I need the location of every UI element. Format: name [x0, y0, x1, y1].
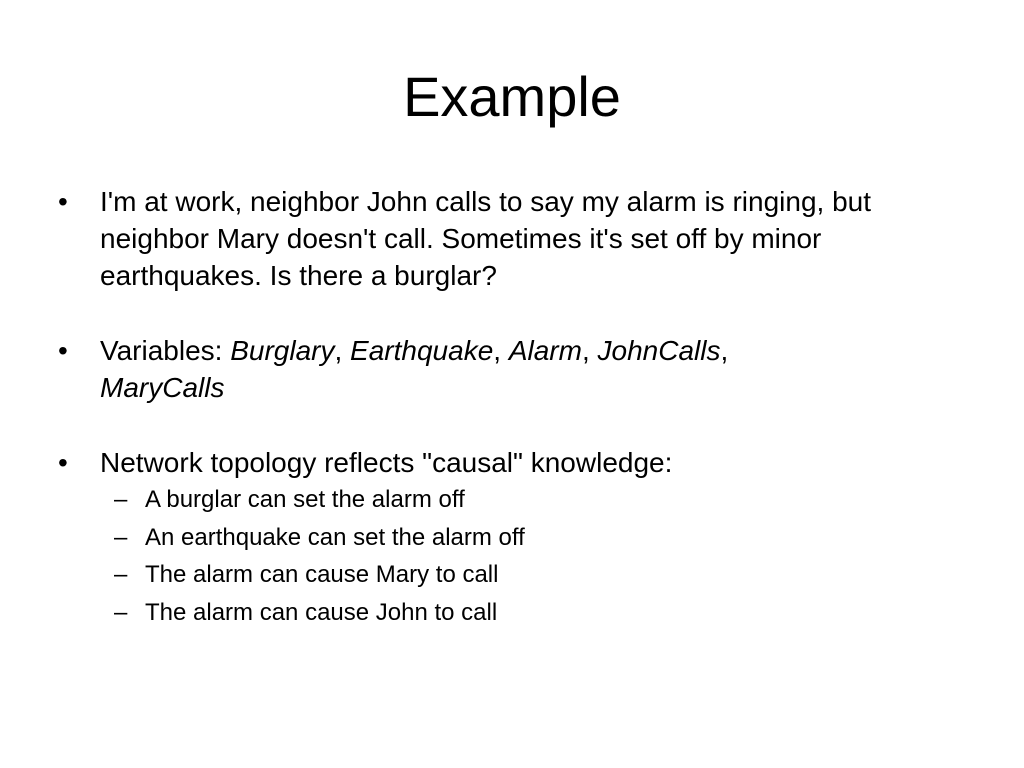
variable-separator: , — [493, 335, 509, 366]
variables-prefix: Variables: — [100, 335, 231, 366]
sub-bullet-earthquake — [100, 519, 955, 557]
sub-bullet-text: A burglar can set the alarm off — [145, 486, 465, 513]
variable-marycalls: MaryCalls — [100, 372, 225, 403]
sub-bullet-burglar — [100, 481, 955, 519]
variable-alarm: Alarm — [508, 335, 582, 366]
variable-johncalls: JohnCalls — [597, 335, 721, 366]
bullet-scenario-text: I'm at work, neighbor John calls to say my alarm is ringing, but neighbor Mary doesn't call. Sometimes it's set off by minor earthquakes. Is there a burglar? — [100, 186, 871, 291]
sub-bullet-mary — [100, 556, 955, 594]
bullet-list — [55, 183, 955, 631]
sub-marker: – — [114, 486, 128, 513]
bullet-marker: • — [58, 186, 68, 217]
bullet-marker: • — [58, 447, 68, 478]
sub-marker: – — [114, 523, 128, 551]
slide-title: Example — [403, 65, 621, 128]
sub-marker: – — [114, 561, 128, 588]
sub-bullet-text: The alarm can cause John to call — [145, 598, 498, 626]
bullet-marker: • — [58, 335, 68, 366]
sub-bullet-list — [100, 481, 955, 631]
sub-marker: – — [114, 598, 128, 626]
bullet-topology — [55, 444, 955, 631]
bullet-variables — [55, 332, 955, 406]
sub-bullet-text: An earthquake can set the alarm off — [145, 523, 525, 551]
bullet-scenario — [55, 183, 955, 294]
bullet-topology-text: Network topology reflects "causal" knowledge: — [100, 447, 673, 478]
variable-separator: , — [720, 335, 729, 366]
variable-burglary: Burglary — [230, 335, 335, 366]
sub-bullet-text: The alarm can cause Mary to call — [145, 561, 499, 588]
sub-bullet-john — [100, 594, 955, 632]
variable-separator: , — [334, 335, 351, 366]
variable-earthquake: Earthquake — [350, 335, 494, 366]
variable-separator: , — [581, 335, 598, 366]
